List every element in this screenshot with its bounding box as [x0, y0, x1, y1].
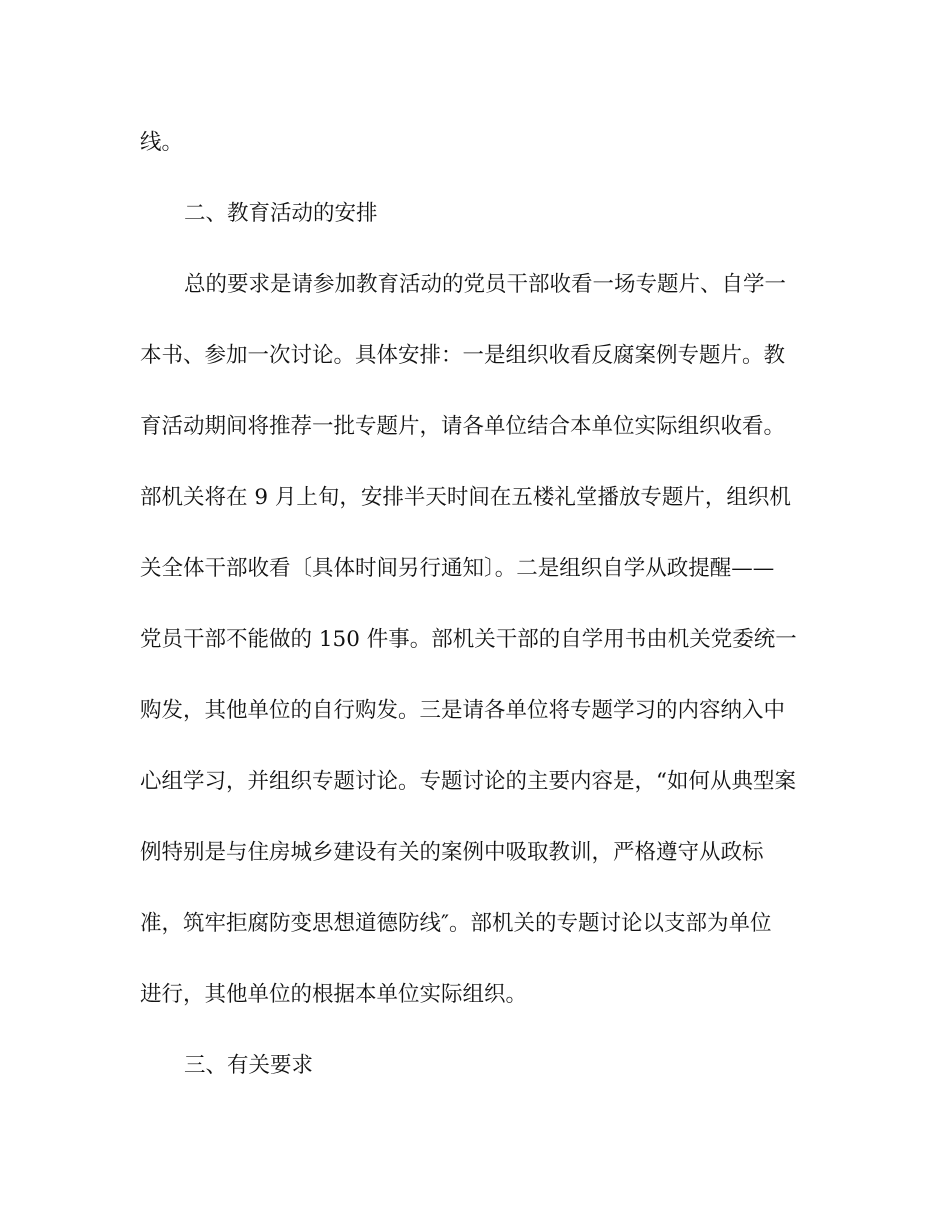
- text-line-12: 准，筑牢拒腐防变思想道德防线″。部机关的专题讨论以支部为单位: [140, 911, 772, 936]
- text-line-4: 本书、参加一次讨论。具体安排：一是组织收看反腐案例专题片。教: [140, 343, 786, 368]
- text-line-6: 部机关将在 9 月上旬，安排半天时间在五楼礼堂播放专题片，组织机: [140, 485, 791, 510]
- text-line-10: 心组学习，并组织专题讨论。专题讨论的主要内容是，“如何从典型案: [140, 769, 796, 794]
- text-line-7: 关全体干部收看〔具体时间另行通知〕。二是组织自学从政提醒——: [140, 556, 775, 581]
- text-line-13: 进行，其他单位的根据本单位实际组织。: [140, 982, 528, 1007]
- section-heading-3: 三、有关要求: [184, 1053, 314, 1078]
- text-line-1: 线。: [140, 130, 184, 155]
- text-line-5: 育活动期间将推荐一批专题片，请各单位结合本单位实际组织收看。: [140, 414, 786, 439]
- text-line-3: 总的要求是请参加教育活动的党员干部收看一场专题片、自学一: [184, 272, 787, 297]
- section-heading-2: 二、教育活动的安排: [184, 201, 378, 226]
- text-line-8: 党员干部不能做的 150 件事。部机关干部的自学用书由机关党委统一: [140, 627, 797, 652]
- text-line-11: 例特别是与住房城乡建设有关的案例中吸取教训，严格遵守从政标: [140, 840, 764, 865]
- text-line-9: 购发，其他单位的自行购发。三是请各单位将专题学习的内容纳入中: [140, 698, 786, 723]
